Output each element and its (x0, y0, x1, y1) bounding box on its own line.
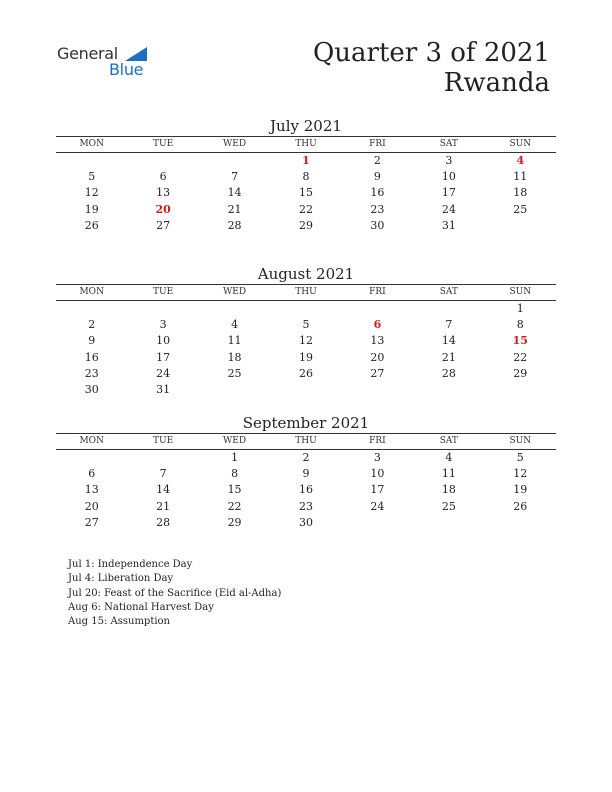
day-cell: 14 (227, 186, 242, 200)
day-cell: 10 (156, 334, 171, 348)
day-cell: 4 (231, 318, 239, 332)
day-cell: 5 (88, 170, 96, 184)
holiday-note: Jul 20: Feast of the Sacrifice (Eid al-Adha) (68, 587, 282, 599)
weekday-label: SUN (509, 287, 532, 297)
day-grid (56, 450, 556, 531)
day-cell: 16 (84, 350, 99, 364)
weekday-label: MON (79, 436, 104, 446)
weekday-label: TUE (153, 139, 174, 149)
holiday-day-cell: 6 (373, 318, 382, 332)
day-cell: 12 (298, 334, 313, 348)
day-cell: 17 (441, 186, 456, 200)
month-title: September 2021 (242, 414, 370, 432)
day-cell: 4 (445, 451, 453, 464)
day-cell: 28 (156, 515, 171, 529)
logo-general-text: General (57, 44, 118, 63)
quarter-title: Quarter 3 of 2021 (312, 38, 550, 68)
day-cell: 17 (370, 483, 385, 497)
day-cell: 7 (159, 467, 167, 481)
weekday-label: WED (223, 287, 247, 297)
weekday-label: WED (223, 139, 247, 149)
day-cell: 25 (513, 202, 528, 216)
empty-day-cell (56, 153, 127, 169)
weekday-label: SUN (509, 139, 532, 149)
day-cell: 30 (84, 382, 99, 396)
day-cell: 3 (373, 451, 381, 464)
day-cell: 24 (370, 499, 385, 513)
day-cell: 7 (445, 318, 453, 332)
day-cell: 30 (370, 218, 385, 232)
empty-day-cell (342, 382, 413, 398)
weekday-label: THU (295, 287, 317, 297)
day-cell: 31 (441, 218, 456, 232)
day-cell: 16 (370, 186, 385, 200)
empty-day-cell (199, 382, 270, 398)
logo-triangle-icon (125, 47, 147, 61)
day-cell: 1 (231, 451, 239, 464)
empty-day-cell (56, 450, 127, 466)
day-cell: 23 (84, 366, 99, 380)
holiday-day-cell: 20 (155, 202, 171, 216)
weekday-label: THU (295, 436, 317, 446)
day-cell: 5 (302, 318, 310, 332)
day-cell: 5 (516, 451, 524, 464)
day-cell: 31 (156, 382, 171, 396)
day-cell: 28 (441, 366, 456, 380)
weekday-label: FRI (369, 436, 386, 446)
weekday-label: FRI (369, 139, 386, 149)
day-cell: 8 (302, 170, 310, 184)
day-cell: 23 (370, 202, 385, 216)
page-title (313, 38, 550, 98)
day-cell: 20 (84, 499, 99, 513)
day-cell: 1 (516, 302, 524, 315)
day-cell: 11 (513, 170, 528, 184)
day-cell: 10 (370, 467, 385, 481)
day-cell: 2 (302, 451, 310, 464)
logo-blue-text: Blue (109, 60, 144, 79)
day-cell: 25 (227, 366, 242, 380)
day-cell: 3 (159, 318, 167, 332)
generalblue-logo (57, 44, 157, 84)
day-cell: 25 (441, 499, 456, 513)
holiday-note: Aug 15: Assumption (68, 616, 171, 628)
day-cell: 28 (227, 218, 242, 232)
day-cell: 20 (370, 350, 385, 364)
weekday-label: SAT (439, 287, 458, 297)
weekday-header (56, 433, 556, 450)
weekday-label: SUN (509, 436, 532, 446)
day-cell: 29 (227, 515, 242, 529)
holiday-note: Jul 1: Independence Day (68, 559, 193, 570)
day-cell: 24 (441, 202, 456, 216)
day-cell: 14 (156, 483, 171, 497)
day-cell: 30 (298, 515, 313, 529)
holiday-day-cell: 15 (512, 334, 528, 348)
day-cell: 18 (441, 483, 456, 497)
empty-day-cell (413, 301, 484, 317)
day-cell: 26 (84, 218, 99, 232)
empty-day-cell (199, 301, 270, 317)
day-cell: 19 (513, 483, 528, 497)
day-cell: 29 (298, 218, 313, 232)
day-cell: 26 (298, 366, 313, 380)
day-cell: 9 (88, 334, 96, 348)
day-cell: 16 (298, 483, 313, 497)
day-cell: 11 (227, 334, 242, 348)
month-title: July 2021 (270, 117, 342, 135)
weekday-label: THU (295, 139, 317, 149)
day-cell: 13 (84, 483, 99, 497)
day-cell: 13 (156, 186, 171, 200)
day-cell: 21 (156, 499, 171, 513)
month-september (56, 413, 556, 531)
day-cell: 2 (88, 318, 96, 332)
empty-day-cell (270, 382, 341, 398)
day-cell: 27 (84, 515, 99, 529)
empty-day-cell (127, 301, 198, 317)
day-cell: 22 (513, 350, 528, 364)
day-cell: 12 (513, 467, 528, 481)
empty-day-cell (485, 382, 556, 398)
day-cell: 21 (227, 202, 242, 216)
country-title: Rwanda (443, 68, 550, 98)
day-cell: 14 (441, 334, 456, 348)
weekday-label: SAT (439, 436, 458, 446)
empty-day-cell (342, 515, 413, 531)
day-cell: 9 (302, 467, 310, 481)
day-cell: 7 (231, 170, 239, 184)
month-august (56, 264, 556, 398)
day-cell: 13 (370, 334, 385, 348)
empty-day-cell (413, 515, 484, 531)
weekday-label: MON (79, 139, 104, 149)
day-cell: 22 (227, 499, 242, 513)
weekday-label: MON (79, 287, 104, 297)
weekday-header (56, 136, 556, 153)
holiday-note: Aug 6: National Harvest Day (68, 601, 214, 613)
empty-day-cell (199, 153, 270, 169)
day-cell: 23 (298, 499, 313, 513)
day-cell: 17 (156, 350, 171, 364)
holiday-day-cell: 1 (302, 154, 310, 167)
day-cell: 27 (156, 218, 171, 232)
day-cell: 27 (370, 366, 385, 380)
day-grid (56, 301, 556, 398)
day-cell: 26 (513, 499, 528, 513)
empty-day-cell (270, 301, 341, 317)
day-cell: 8 (516, 318, 524, 332)
day-cell: 18 (227, 350, 242, 364)
weekday-label: TUE (153, 287, 174, 297)
empty-day-cell (127, 450, 198, 466)
day-cell: 15 (298, 186, 313, 200)
day-cell: 3 (445, 154, 453, 167)
holiday-note: Jul 4: Liberation Day (68, 573, 174, 585)
day-cell: 6 (159, 170, 167, 184)
day-cell: 21 (441, 350, 456, 364)
weekday-label: TUE (153, 436, 174, 446)
weekday-label: FRI (369, 287, 386, 297)
empty-day-cell (56, 301, 127, 317)
day-cell: 22 (298, 202, 313, 216)
weekday-label: WED (223, 436, 247, 446)
day-cell: 10 (441, 170, 456, 184)
day-cell: 8 (231, 467, 239, 481)
day-cell: 9 (373, 170, 381, 184)
day-cell: 18 (513, 186, 528, 200)
day-cell: 15 (227, 483, 242, 497)
empty-day-cell (127, 153, 198, 169)
day-cell: 24 (156, 366, 171, 380)
empty-day-cell (342, 301, 413, 317)
day-cell: 29 (513, 366, 528, 380)
day-cell: 19 (298, 350, 313, 364)
weekday-header (56, 284, 556, 301)
month-title: August 2021 (257, 265, 355, 283)
day-grid (56, 153, 556, 234)
day-cell: 11 (441, 467, 456, 481)
day-cell: 19 (84, 202, 99, 216)
month-july (56, 116, 556, 234)
day-cell: 12 (84, 186, 99, 200)
empty-day-cell (485, 515, 556, 531)
day-cell: 6 (88, 467, 96, 481)
holiday-day-cell: 4 (516, 154, 525, 167)
empty-day-cell (485, 218, 556, 234)
weekday-label: SAT (439, 139, 458, 149)
empty-day-cell (413, 382, 484, 398)
day-cell: 2 (373, 154, 381, 167)
holiday-list (68, 558, 281, 629)
